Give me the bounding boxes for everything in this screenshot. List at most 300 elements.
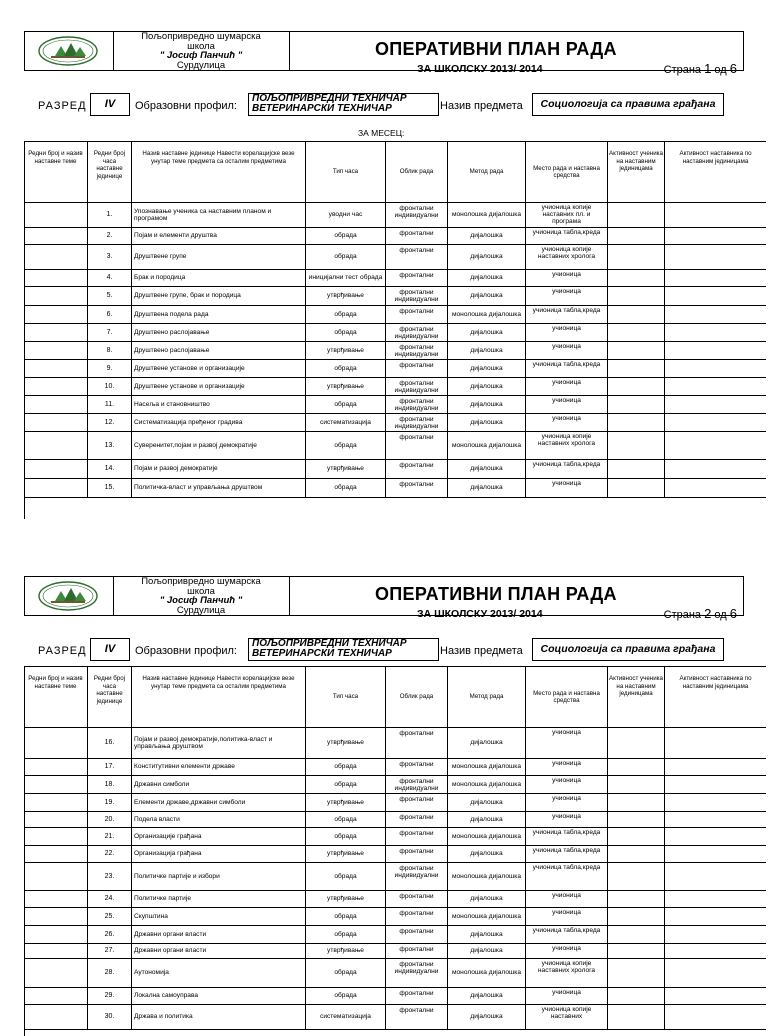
cell-aktivnost-nastavnika	[665, 245, 766, 269]
cell-mesto-rada: учионица	[526, 988, 608, 1004]
cell-naziv: Појам и елементи друштва	[132, 228, 306, 244]
table-row	[24, 794, 766, 812]
cell-naziv: Подела власти	[132, 812, 306, 827]
cell-aktivnost-ucenika	[608, 846, 665, 862]
cell-tip-casa: обрада	[306, 360, 386, 377]
cell-tip-casa: обрада	[306, 324, 386, 341]
cell-aktivnost-nastavnika	[665, 776, 766, 793]
cell-metod-rada: дијалошка	[448, 414, 526, 431]
table-body	[24, 728, 766, 1030]
table-row	[24, 846, 766, 863]
cell-metod-rada: дијалошка	[448, 988, 526, 1004]
cell-tip-casa: утврђивање	[306, 794, 386, 811]
cell-oblik-rada: фронтални	[386, 270, 448, 286]
table-body	[24, 203, 766, 498]
page-header	[24, 31, 744, 76]
razred-value: IV	[90, 93, 130, 116]
of-label: од	[714, 609, 727, 621]
school-city: Сурдулица	[176, 59, 226, 71]
total-pages: 6	[729, 606, 737, 621]
cell-metod-rada: дијалошка	[448, 270, 526, 286]
cell-cas-number: 12.	[88, 414, 132, 431]
cell-naziv: Скупштина	[132, 908, 306, 925]
cell-mesto-rada: учионица копије наставних хролога	[526, 959, 608, 987]
table-row	[24, 203, 766, 228]
profil-value	[248, 93, 439, 116]
cell-metod-rada: монолошка дијалошка	[448, 776, 526, 793]
cell-naziv: Локална самоуправа	[132, 988, 306, 1004]
predmet-label: Назив предмета	[440, 100, 523, 112]
cell-naziv: Политичка-власт и управљања друштвом	[132, 479, 306, 497]
col-header-mesto: Место рада и наставна средства	[526, 142, 608, 202]
cell-naziv: Суверенитет,појам и развој демократије	[132, 432, 306, 459]
cell-naziv: Друштвене установе и организације	[132, 360, 306, 377]
cell-oblik-rada: фронтални	[386, 794, 448, 811]
cell-aktivnost-nastavnika	[665, 891, 766, 907]
cell-aktivnost-nastavnika	[665, 812, 766, 827]
cell-tip-casa: обрада	[306, 926, 386, 943]
cell-cas-number: 15.	[88, 479, 132, 497]
col-header-naziv: Назив наставне јединице Навести корелацијске везе унутар теме предмета са осталим предметима	[132, 667, 306, 727]
cell-tema	[24, 1005, 88, 1029]
table-row	[24, 944, 766, 959]
cell-oblik-rada: фронтални индивидуални	[386, 203, 448, 227]
cell-tema	[24, 414, 88, 431]
cell-oblik-rada: фронтални	[386, 245, 448, 269]
cell-metod-rada: дијалошка	[448, 794, 526, 811]
cell-tip-casa: обрада	[306, 245, 386, 269]
cell-mesto-rada: учионица	[526, 324, 608, 341]
razred-label: РАЗРЕД	[38, 645, 87, 657]
cell-metod-rada: монолошка дијалошка	[448, 908, 526, 925]
cell-tema	[24, 812, 88, 827]
table-row	[24, 414, 766, 432]
cell-metod-rada: дијалошка	[448, 926, 526, 943]
cell-tema	[24, 926, 88, 943]
cell-tema	[24, 728, 88, 758]
table-row	[24, 306, 766, 324]
cell-tema	[24, 270, 88, 286]
school-line1: Пољопривредно шумарска	[141, 576, 261, 587]
cell-tema	[24, 891, 88, 907]
cell-metod-rada: дијалошка	[448, 228, 526, 244]
cell-tip-casa: уводни час	[306, 203, 386, 227]
cell-tip-casa: утврђивање	[306, 460, 386, 478]
cell-cas-number: 22.	[88, 846, 132, 862]
cell-tema	[24, 228, 88, 244]
cell-cas-number: 21.	[88, 828, 132, 845]
logo-cell	[25, 577, 114, 615]
cell-aktivnost-nastavnika	[665, 846, 766, 862]
cell-oblik-rada: фронтални	[386, 812, 448, 827]
cell-metod-rada: дијалошка	[448, 287, 526, 305]
cell-oblik-rada: фронтални	[386, 360, 448, 377]
cell-aktivnost-ucenika	[608, 228, 665, 244]
cell-metod-rada: дијалошка	[448, 342, 526, 359]
table-row	[24, 360, 766, 378]
cell-tema	[24, 959, 88, 987]
cell-tip-casa: обрада	[306, 306, 386, 323]
col-header-metod: Метод рада	[448, 667, 526, 727]
cell-naziv: Политичке партије	[132, 891, 306, 907]
cell-metod-rada: монолошка дијалошка	[448, 863, 526, 890]
cell-tip-casa: обрада	[306, 479, 386, 497]
cell-cas-number: 25.	[88, 908, 132, 925]
table-row	[24, 460, 766, 479]
profil-value	[248, 638, 439, 661]
profil-line2: ВЕТЕРИНАРСКИ ТЕХНИЧАР	[252, 648, 392, 659]
cell-aktivnost-ucenika	[608, 959, 665, 987]
cell-mesto-rada: учионица копије наставних	[526, 1005, 608, 1029]
cell-tema	[24, 828, 88, 845]
cell-mesto-rada: учионица	[526, 812, 608, 827]
table-row	[24, 908, 766, 926]
table-row	[24, 728, 766, 759]
cell-naziv: Брак и породица	[132, 270, 306, 286]
cell-metod-rada: дијалошка	[448, 396, 526, 413]
cell-cas-number: 3.	[88, 245, 132, 269]
cell-mesto-rada: учионица	[526, 342, 608, 359]
cell-cas-number: 4.	[88, 270, 132, 286]
cell-metod-rada: дијалошка	[448, 245, 526, 269]
cell-aktivnost-ucenika	[608, 460, 665, 478]
cell-naziv: Аутономија	[132, 959, 306, 987]
col-header-naziv: Назив наставне јединице Навести корелацијске везе унутар теме предмета са осталим предметима	[132, 142, 306, 202]
cell-aktivnost-nastavnika	[665, 414, 766, 431]
cell-naziv: Друштвена подела рада	[132, 306, 306, 323]
cell-tip-casa: утврђивање	[306, 728, 386, 758]
cell-metod-rada: дијалошка	[448, 1005, 526, 1029]
school-name: " Јосиф Панчић "	[159, 50, 243, 61]
cell-tip-casa: утврђивање	[306, 944, 386, 958]
of-label: од	[714, 64, 727, 76]
cell-mesto-rada: учионица	[526, 378, 608, 395]
cell-tip-casa: обрада	[306, 396, 386, 413]
cell-metod-rada: монолошка дијалошка	[448, 432, 526, 459]
page-number: 1	[704, 61, 712, 76]
cell-mesto-rada: учионица	[526, 287, 608, 305]
cell-cas-number: 23.	[88, 863, 132, 890]
cell-aktivnost-nastavnika	[665, 306, 766, 323]
table-row	[24, 228, 766, 245]
cell-metod-rada: дијалошка	[448, 460, 526, 478]
profil-line1: ПОЉОПРИВРЕДНИ ТЕХНИЧАР	[252, 93, 407, 104]
table-row	[24, 812, 766, 828]
table-row	[24, 891, 766, 908]
cell-cas-number: 20.	[88, 812, 132, 827]
cell-naziv: Политичке партије и избори	[132, 863, 306, 890]
col-header-aktivnost-nastavnika: Активност наставника по наставним јединицама	[679, 150, 752, 165]
table-row	[24, 342, 766, 360]
col-header-aktivnost-ucenika: Активност ученика на наставним јединицама	[608, 142, 665, 202]
school-logo-icon	[37, 581, 99, 611]
cell-naziv: Конститутивни елементи државе	[132, 759, 306, 775]
cell-aktivnost-nastavnika	[665, 342, 766, 359]
cell-aktivnost-nastavnika	[665, 944, 766, 958]
cell-oblik-rada: фронтални	[386, 926, 448, 943]
cell-tema	[24, 759, 88, 775]
cell-mesto-rada: учионица табла,креда	[526, 228, 608, 244]
cell-naziv: Елементи државе,државни симболи	[132, 794, 306, 811]
table-header	[24, 666, 766, 728]
cell-aktivnost-ucenika	[608, 342, 665, 359]
cell-aktivnost-ucenika	[608, 1005, 665, 1029]
cell-tip-casa: утврђивање	[306, 342, 386, 359]
cell-tip-casa: иницијални тест обрада	[306, 270, 386, 286]
cell-oblik-rada: фронтални	[386, 1005, 448, 1029]
cell-tema	[24, 342, 88, 359]
cell-aktivnost-ucenika	[608, 944, 665, 958]
cell-oblik-rada: фронтални	[386, 306, 448, 323]
cell-aktivnost-nastavnika	[665, 396, 766, 413]
cell-aktivnost-nastavnika	[665, 460, 766, 478]
cell-tip-casa: обрада	[306, 812, 386, 827]
cell-aktivnost-ucenika	[608, 479, 665, 497]
table-row	[24, 776, 766, 794]
col-header-metod: Метод рада	[448, 142, 526, 202]
cell-aktivnost-nastavnika	[665, 959, 766, 987]
cell-tema	[24, 908, 88, 925]
cell-tema	[24, 360, 88, 377]
school-info	[113, 32, 290, 70]
cell-cas-number: 5.	[88, 287, 132, 305]
cell-cas-number: 29.	[88, 988, 132, 1004]
cell-naziv: Друштвено раслојавање	[132, 324, 306, 341]
cell-aktivnost-nastavnika	[665, 360, 766, 377]
table-row	[24, 270, 766, 287]
col-header-tip: Тип часа	[306, 142, 386, 202]
plan-table	[24, 141, 766, 498]
cell-naziv: Друштвене установе и организације	[132, 378, 306, 395]
cell-aktivnost-ucenika	[608, 396, 665, 413]
col-header-aktivnost-ucenika: Активност ученика на наставним јединицама	[608, 667, 665, 727]
cell-metod-rada: монолошка дијалошка	[448, 828, 526, 845]
cell-aktivnost-ucenika	[608, 432, 665, 459]
cell-tema	[24, 396, 88, 413]
cell-naziv: Државни органи власти	[132, 944, 306, 958]
cell-aktivnost-ucenika	[608, 287, 665, 305]
cell-tip-casa: обрада	[306, 759, 386, 775]
cell-oblik-rada: фронтални	[386, 944, 448, 958]
cell-tema	[24, 863, 88, 890]
cell-tema	[24, 776, 88, 793]
cell-aktivnost-ucenika	[608, 926, 665, 943]
cell-aktivnost-nastavnika	[665, 988, 766, 1004]
cell-naziv: Насеља и становништво	[132, 396, 306, 413]
cell-mesto-rada: учионица табла,креда	[526, 863, 608, 890]
table-row	[24, 863, 766, 891]
cell-cas-number: 28.	[88, 959, 132, 987]
table-row	[24, 1005, 766, 1030]
cell-cas-number: 13.	[88, 432, 132, 459]
col-header-oblik: Облик рада	[386, 142, 448, 202]
cell-aktivnost-ucenika	[608, 891, 665, 907]
cell-naziv: Друштвене групе, брак и породица	[132, 287, 306, 305]
cell-tip-casa: утврђивање	[306, 287, 386, 305]
cell-aktivnost-nastavnika	[665, 908, 766, 925]
logo-cell	[25, 32, 114, 70]
cell-oblik-rada: фронтални	[386, 728, 448, 758]
cell-cas-number: 19.	[88, 794, 132, 811]
cell-tema	[24, 306, 88, 323]
cell-tip-casa: обрада	[306, 988, 386, 1004]
cell-cas-number: 11.	[88, 396, 132, 413]
cell-aktivnost-nastavnika	[665, 863, 766, 890]
cell-metod-rada: дијалошка	[448, 479, 526, 497]
cell-aktivnost-ucenika	[608, 378, 665, 395]
predmet-value: Социологија са правима грађана	[532, 93, 724, 116]
cell-oblik-rada: фронтални индивидуални	[386, 378, 448, 395]
cell-aktivnost-nastavnika	[665, 324, 766, 341]
plan-table	[24, 666, 766, 1030]
cell-tip-casa: обрада	[306, 828, 386, 845]
cell-tip-casa: систематизација	[306, 1005, 386, 1029]
table-row	[24, 432, 766, 460]
cell-mesto-rada: учионица табла,креда	[526, 828, 608, 845]
cell-oblik-rada: фронтални индивидуални	[386, 863, 448, 890]
cell-mesto-rada: учионица табла,креда	[526, 360, 608, 377]
cell-metod-rada: монолошка дијалошка	[448, 203, 526, 227]
col-header-oblik: Облик рада	[386, 667, 448, 727]
cell-mesto-rada: учионица табла,креда	[526, 306, 608, 323]
cell-tema	[24, 460, 88, 478]
cell-naziv: Државни органи власти	[132, 926, 306, 943]
table-row	[24, 245, 766, 270]
cell-tip-casa: утврђивање	[306, 846, 386, 862]
cell-aktivnost-ucenika	[608, 828, 665, 845]
cell-aktivnost-ucenika	[608, 324, 665, 341]
cell-tema	[24, 203, 88, 227]
cell-oblik-rada: фронтални индивидуални	[386, 396, 448, 413]
cell-aktivnost-nastavnika	[665, 287, 766, 305]
cell-metod-rada: дијалошка	[448, 812, 526, 827]
cell-aktivnost-ucenika	[608, 776, 665, 793]
cell-naziv: Организације грађана	[132, 828, 306, 845]
cell-cas-number: 18.	[88, 776, 132, 793]
cell-cas-number: 17.	[88, 759, 132, 775]
cell-aktivnost-nastavnika	[665, 759, 766, 775]
cell-oblik-rada: фронтални	[386, 828, 448, 845]
cell-cas-number: 26.	[88, 926, 132, 943]
cell-aktivnost-nastavnika	[665, 432, 766, 459]
school-logo-icon	[37, 36, 99, 66]
document-subtitle: ЗА ШКОЛСКУ 2013/ 2014	[417, 63, 543, 75]
page-number: 2	[704, 606, 712, 621]
cell-mesto-rada: учионица копије наставних хролога	[526, 245, 608, 269]
school-info	[113, 577, 290, 615]
table-row	[24, 324, 766, 342]
cell-cas-number: 2.	[88, 228, 132, 244]
title-cell	[289, 32, 743, 76]
cell-aktivnost-ucenika	[608, 863, 665, 890]
cell-oblik-rada: фронтални индивидуални	[386, 776, 448, 793]
cell-oblik-rada: фронтални индивидуални	[386, 342, 448, 359]
cell-naziv: Државни симболи	[132, 776, 306, 793]
table-row	[24, 828, 766, 846]
col-header-tip: Тип часа	[306, 667, 386, 727]
cell-aktivnost-nastavnika	[665, 228, 766, 244]
cell-cas-number: 1.	[88, 203, 132, 227]
cell-metod-rada: дијалошка	[448, 324, 526, 341]
cell-tip-casa: обрада	[306, 959, 386, 987]
cell-cas-number: 9.	[88, 360, 132, 377]
cell-aktivnost-nastavnika	[665, 378, 766, 395]
cell-aktivnost-ucenika	[608, 908, 665, 925]
page-label: Страна	[663, 609, 702, 621]
table-row	[24, 287, 766, 306]
cell-mesto-rada: учионица	[526, 396, 608, 413]
cell-naziv: Друштвено раслојавање	[132, 342, 306, 359]
table-header	[24, 141, 766, 203]
school-line2: школа	[187, 585, 215, 597]
cell-tema	[24, 988, 88, 1004]
col-header-tema: Редни број и назив наставне теме	[24, 142, 88, 202]
razred-value: IV	[90, 638, 130, 661]
cell-mesto-rada: учионица	[526, 270, 608, 286]
cell-mesto-rada: учионица	[526, 891, 608, 907]
cell-oblik-rada: фронтални индивидуални	[386, 324, 448, 341]
cell-aktivnost-nastavnika	[665, 926, 766, 943]
profil-label: Образовни профил:	[135, 645, 237, 657]
cell-naziv: Друштвене групе	[132, 245, 306, 269]
cell-naziv: Систематизација пређеног градива	[132, 414, 306, 431]
cell-naziv: Појам и развој демократије,политика-власт и управљања друштвом	[132, 728, 306, 758]
table-row	[24, 988, 766, 1005]
cell-cas-number: 14.	[88, 460, 132, 478]
cell-tip-casa: обрада	[306, 863, 386, 890]
cell-metod-rada: дијалошка	[448, 728, 526, 758]
cell-metod-rada: дијалошка	[448, 360, 526, 377]
col-header-cas: Редни број часа наставне јединице	[88, 667, 132, 727]
cell-tema	[24, 944, 88, 958]
school-name: " Јосиф Панчић "	[159, 595, 243, 606]
title-cell	[289, 577, 743, 621]
col-header-cas: Редни број часа наставне јединице	[88, 142, 132, 202]
cell-oblik-rada: фронтални	[386, 988, 448, 1004]
info-row	[24, 93, 742, 117]
cell-oblik-rada: фронтални	[386, 891, 448, 907]
cell-aktivnost-ucenika	[608, 270, 665, 286]
cell-tip-casa: обрада	[306, 908, 386, 925]
cell-aktivnost-ucenika	[608, 988, 665, 1004]
cell-aktivnost-ucenika	[608, 728, 665, 758]
cell-tema	[24, 846, 88, 862]
table-row	[24, 396, 766, 414]
cell-naziv: Упознавање ученика са наставним планом и програмом	[132, 203, 306, 227]
cell-metod-rada: дијалошка	[448, 944, 526, 958]
cell-mesto-rada: учионица	[526, 728, 608, 758]
cell-mesto-rada: учионица	[526, 776, 608, 793]
cell-cas-number: 30.	[88, 1005, 132, 1029]
cell-aktivnost-nastavnika	[665, 203, 766, 227]
cell-aktivnost-nastavnika	[665, 479, 766, 497]
cell-oblik-rada: фронтални индивидуални	[386, 959, 448, 987]
cell-oblik-rada: фронтални индивидуални	[386, 287, 448, 305]
cell-aktivnost-ucenika	[608, 245, 665, 269]
cell-tema	[24, 287, 88, 305]
school-line2: школа	[187, 40, 215, 52]
cell-aktivnost-ucenika	[608, 759, 665, 775]
table-row	[24, 959, 766, 988]
profil-label: Образовни профил:	[135, 100, 237, 112]
cell-tip-casa: обрада	[306, 432, 386, 459]
cell-mesto-rada: учионица	[526, 759, 608, 775]
cell-aktivnost-nastavnika	[665, 270, 766, 286]
cell-mesto-rada: учионица	[526, 908, 608, 925]
cell-cas-number: 27.	[88, 944, 132, 958]
cell-tema	[24, 432, 88, 459]
predmet-label: Назив предмета	[440, 645, 523, 657]
